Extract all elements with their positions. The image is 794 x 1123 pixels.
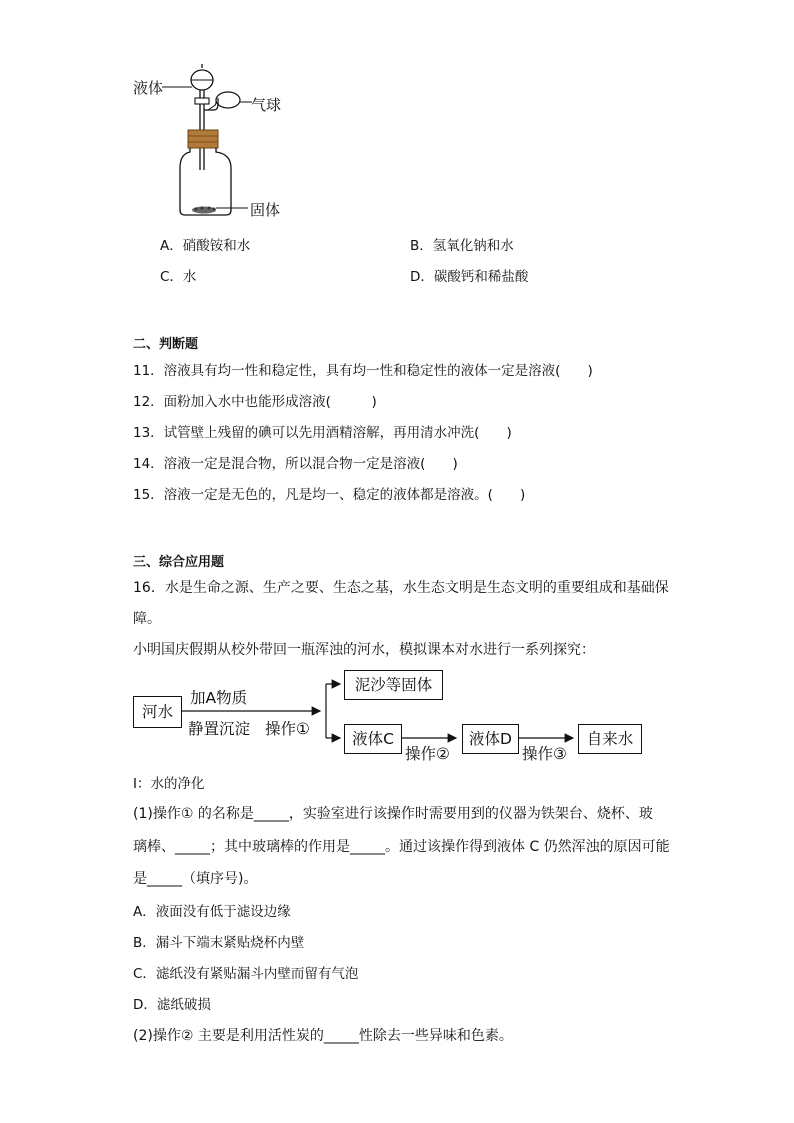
question-13: 13．试管壁上残留的碘可以先用酒精溶解，再用清水冲洗( ) — [133, 425, 512, 441]
sub-question-1-text: (1)操作① 的名称是_____，实验室进行该操作时需要用到的仪器为铁架台、烧杯、玻 — [133, 806, 653, 822]
option-c: C．滤纸没有紧贴漏斗内壁而留有气泡 — [133, 966, 359, 982]
label-solid: 固体 — [250, 201, 281, 219]
option-b: B．氢氧化钠和水 — [410, 238, 514, 254]
part-heading: Ⅰ：水的净化 — [133, 776, 205, 792]
question-12: 12．面粉加入水中也能形成溶液( ) — [133, 394, 377, 410]
option-a: A．液面没有低于滤设边缘 — [133, 904, 291, 920]
question-11: 11．溶液具有均一性和稳定性，具有均一性和稳定性的液体一定是溶液( ) — [133, 363, 593, 379]
label-operation-3: 操作③ — [522, 745, 567, 763]
option-c: C．水 — [160, 269, 197, 285]
box-river-water: 河水 — [133, 696, 182, 728]
box-sediment-solids: 泥沙等固体 — [344, 670, 443, 700]
sub-question-1-text: 是_____（填序号)。 — [133, 871, 258, 887]
option-b: B．漏斗下端末紧贴烧杯内壁 — [133, 935, 305, 951]
box-liquid-d: 液体D — [462, 724, 519, 754]
section-heading: 二、判断题 — [133, 337, 199, 352]
box-tap-water: 自来水 — [578, 724, 642, 754]
option-d: D．碳酸钙和稀盐酸 — [410, 269, 529, 285]
sub-question-2-text: (2)操作② 主要是利用活性炭的_____性除去一些异味和色素。 — [133, 1028, 513, 1044]
question-16-text: 障。 — [133, 611, 161, 627]
label-liquid: 液体 — [133, 79, 164, 97]
question-14: 14．溶液一定是混合物，所以混合物一定是溶液( ) — [133, 456, 458, 472]
label-operation-2: 操作② — [405, 745, 450, 763]
question-16-intro: 小明国庆假期从校外带回一瓶浑浊的河水，模拟课本对水进行一系列探究： — [133, 642, 595, 658]
option-a: A．硝酸铵和水 — [160, 238, 251, 254]
sub-question-1-text: 璃棒、_____；其中玻璃棒的作用是_____。通过该操作得到液体 C 仍然浑浊的原因可能 — [133, 839, 670, 855]
question-15: 15．溶液一定是无色的，凡是均一、稳定的液体都是溶液。( ) — [133, 487, 526, 503]
label-add-substance-a: 加A物质 — [190, 689, 248, 707]
section-heading: 三、综合应用题 — [133, 555, 225, 570]
box-liquid-c: 液体C — [344, 724, 402, 754]
label-operation-1: 操作① — [265, 720, 310, 738]
question-16-text: 16．水是生命之源、生产之要、生态之基，水生态文明是生态文明的重要组成和基础保 — [133, 580, 669, 596]
label-settle: 静置沉淀 — [188, 720, 251, 738]
label-balloon: 气球 — [251, 96, 282, 114]
option-d: D．滤纸破损 — [133, 997, 211, 1013]
